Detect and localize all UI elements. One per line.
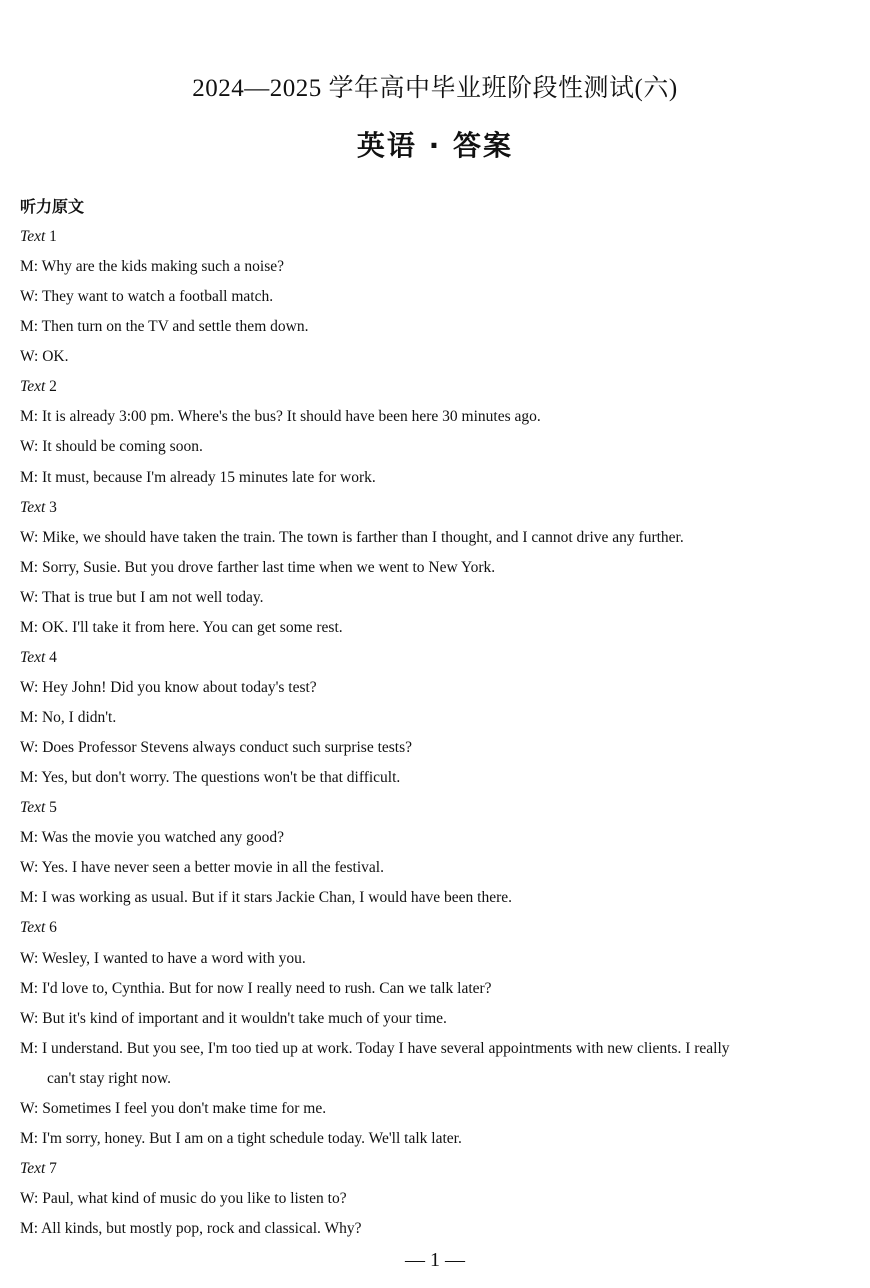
- dialog-line: M: I was working as usual. But if it stars Jackie Chan, I would have been there.: [20, 889, 513, 907]
- dialog-line-continuation: can't stay right now.: [47, 1069, 172, 1087]
- dialog-line: M: It is already 3:00 pm. Where's the bus? It should have been here 30 minutes ago.: [20, 408, 541, 426]
- text-label-number: 5: [49, 799, 57, 817]
- dialog-line: W: Yes. I have never seen a better movie in all the festival.: [20, 859, 384, 877]
- text-label-number: 4: [49, 648, 57, 666]
- dialog-line: M: All kinds, but mostly pop, rock and classical. Why?: [20, 1220, 362, 1238]
- document-subtitle: 英语 · 答案: [356, 129, 514, 162]
- dialog-line: M: Why are the kids making such a noise?: [20, 258, 285, 276]
- text-section-label: [20, 643, 855, 673]
- dialog-line: W: Wesley, I wanted to have a word with you.: [20, 949, 306, 967]
- text-label-word: Text: [20, 498, 46, 516]
- dialog-line: W: That is true but I am not well today.: [20, 588, 264, 606]
- dialog-line: W: Paul, what kind of music do you like to listen to?: [20, 1190, 347, 1207]
- text-section-label: [20, 1154, 855, 1184]
- page-number: — 1 —: [405, 1249, 465, 1271]
- text-label-word: Text: [20, 378, 46, 396]
- text-section-label: [20, 913, 855, 943]
- dialog-line: W: Sometimes I feel you don't make time for me.: [20, 1099, 327, 1117]
- dialog-line: W: Hey John! Did you know about today's test?: [20, 678, 317, 696]
- text-label-word: Text: [20, 799, 46, 817]
- dialog-line: M: Sorry, Susie. But you drove farther last time when we went to New York.: [20, 558, 496, 576]
- dialog-line: M: Then turn on the TV and settle them down.: [20, 318, 309, 336]
- text-label-word: Text: [20, 919, 46, 937]
- dialog-line: W: Mike, we should have taken the train. The town is farther than I thought, and I cannot drive any further.: [20, 528, 684, 546]
- dialog-line: W: Does Professor Stevens always conduct such surprise tests?: [20, 739, 413, 757]
- dialog-line: W: But it's kind of important and it wouldn't take much of your time.: [20, 1009, 447, 1027]
- section-title-listening-transcript: 听力原文: [20, 197, 85, 216]
- text-label-number: 7: [49, 1159, 57, 1177]
- text-label-number: 3: [49, 498, 57, 516]
- text-label-number: 1: [49, 228, 57, 245]
- dialog-line: M: I understand. But you see, I'm too tied up at work. Today I have several appointments with new clients. I really: [20, 1039, 730, 1057]
- text-label-number: 6: [49, 919, 57, 937]
- dialog-line: M: Was the movie you watched any good?: [20, 829, 285, 847]
- dialog-line: M: I'm sorry, honey. But I am on a tight schedule today. We'll talk later.: [20, 1129, 462, 1147]
- text-section-label: [20, 493, 855, 523]
- text-label-number: 2: [49, 378, 57, 396]
- dialog-line: M: No, I didn't.: [20, 709, 117, 726]
- dialog-line: W: They want to watch a football match.: [20, 288, 274, 306]
- text-section-label: [20, 793, 855, 823]
- dialog-line: M: OK. I'll take it from here. You can get some rest.: [20, 618, 343, 636]
- document-title: 2024—2025 学年高中毕业班阶段性测试(六): [192, 75, 678, 102]
- dialog-line: M: It must, because I'm already 15 minutes late for work.: [20, 468, 376, 486]
- text-section-label: [20, 222, 855, 252]
- dialog-line: W: OK.: [20, 348, 69, 366]
- text-label-word: Text: [20, 228, 46, 245]
- dialog-line: M: I'd love to, Cynthia. But for now I really need to rush. Can we talk later?: [20, 979, 492, 997]
- text-label-word: Text: [20, 648, 46, 666]
- text-label-word: Text: [20, 1159, 46, 1177]
- transcript-lines: [20, 222, 855, 1244]
- text-section-label: [20, 372, 855, 402]
- dialog-line: W: It should be coming soon.: [20, 438, 203, 456]
- dialog-line: M: Yes, but don't worry. The questions won't be that difficult.: [20, 769, 401, 787]
